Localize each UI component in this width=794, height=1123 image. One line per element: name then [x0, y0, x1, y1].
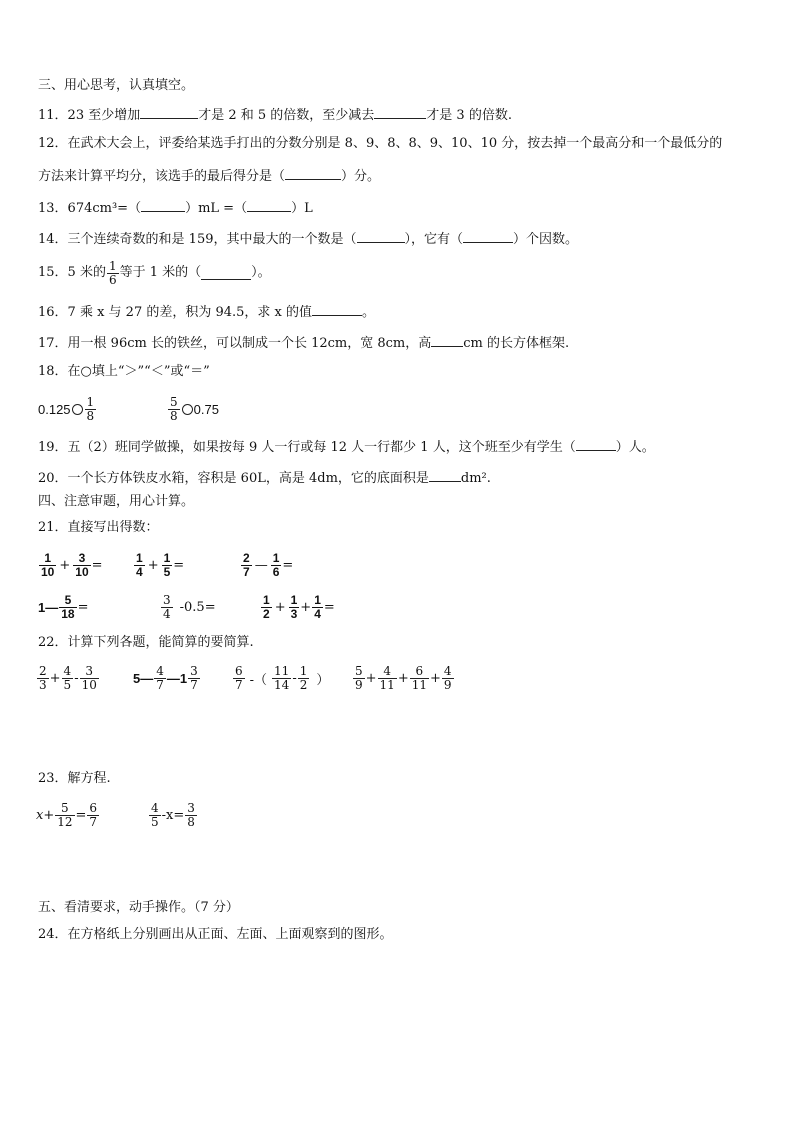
compare-1: 0.125 $\frac{1}{8}$: [38, 394, 95, 423]
question-16: 16．7 乘 x 与 27 的差，积为 94.5，求 x 的值 。: [38, 305, 376, 320]
question-11: 11．23 至少增加 才是 2 和 5 的倍数，至少减去 才是 3 的倍数.: [38, 108, 512, 123]
calc-21-2: $\frac{1}{4}$ + $\frac{1}{5}$ =: [136, 550, 185, 579]
question-14: 14．三个连续奇数的和是 159，其中最大的一个数是（ ），它有（ ）个因数。: [38, 232, 579, 247]
answer-blank: [429, 469, 461, 482]
answer-blank: [140, 106, 198, 119]
question-21-title: 21．直接写出得数：: [38, 520, 159, 535]
question-22-title: 22．计算下列各题，能简算的要简算.: [38, 635, 254, 650]
section-3-title: 三、用心思考，认真填空。: [38, 78, 195, 93]
question-23-title: 23．解方程.: [38, 771, 111, 786]
calc-22-2: 5— $\frac{4}{7}$ —1 $\frac{3}{7}$: [133, 663, 198, 692]
answer-blank: [312, 303, 362, 316]
answer-blank: [247, 199, 291, 212]
calc-22-3: $\frac{6}{7}$ -（ $\frac{11}{14}$ - $\frac{1}{2}$ ）: [235, 663, 330, 692]
question-12-line2: 方法来计算平均分，该选手的最后得分是（ ）分。: [38, 169, 381, 184]
answer-blank: [141, 199, 185, 212]
equation-2: $\frac{4}{5}$ -x= $\frac{3}{8}$: [151, 800, 195, 829]
question-13: 13．674cm³=（ ）mL =（ ）L: [38, 201, 313, 216]
calc-21-6: $\frac{1}{2}$ + $\frac{1}{3}$ + $\frac{1}{4}$ =: [263, 592, 335, 621]
question-15: 15．5 米的 $\frac{1}{6}$ 等于 1 米的（ ）。: [38, 258, 271, 287]
calc-22-1: $\frac{2}{3}$ + $\frac{4}{5}$ - $\frac{3}{10}$: [39, 663, 97, 692]
question-19: 19．五（2）班同学做操，如果按每 9 人一行或每 12 人一行都少 1 人，这个班至少有学生（ ）人。: [38, 440, 655, 455]
question-24: 24．在方格纸上分别画出从正面、左面、上面观察到的图形。: [38, 927, 393, 942]
calc-21-4: 1— $\frac{5}{18}$ =: [38, 592, 89, 621]
answer-blank: [285, 167, 341, 180]
calc-21-3: $\frac{2}{7}$ — $\frac{1}{6}$ =: [243, 550, 294, 579]
question-12-line1: 12．在武术大会上，评委给某选手打出的分数分别是 8、9、8、8、9、10、10 分，按去掉一个最高分和一个最低分的: [38, 136, 723, 151]
calc-22-4: $\frac{5}{9}$ + $\frac{4}{11}$ + $\frac{6}{11}$ + $\frac{4}{9}$: [355, 663, 452, 692]
question-20: 20．一个长方体铁皮水箱，容积是 60L，高是 4dm，它的底面积是 dm².: [38, 471, 491, 486]
fraction: $\frac{5}{8}$: [170, 394, 178, 423]
compare-circle[interactable]: [72, 404, 83, 415]
section-4-title: 四、注意审题，用心计算。: [38, 494, 195, 509]
compare-circle[interactable]: [182, 404, 193, 415]
answer-blank: [201, 267, 251, 280]
answer-blank: [576, 438, 616, 451]
answer-blank: [374, 106, 426, 119]
question-18-title: 18．在○填上“＞”“＜”或“＝”: [38, 364, 210, 379]
answer-blank: [431, 334, 463, 347]
fraction: $\frac{1}{8}$: [86, 394, 95, 423]
fraction: $\frac{1}{6}$: [108, 258, 117, 287]
calc-21-5: $\frac{3}{4}$ -0.5=: [163, 592, 216, 621]
answer-blank: [463, 230, 513, 243]
equation-1: x+ $\frac{5}{12}$ = $\frac{6}{7}$: [36, 800, 98, 829]
calc-21-1: $\frac{1}{10}$ + $\frac{3}{10}$ =: [41, 550, 103, 579]
answer-blank: [357, 230, 405, 243]
section-5-title: 五、看清要求，动手操作。（7 分）: [38, 900, 239, 915]
compare-2: $\frac{5}{8}$ 0.75: [170, 394, 219, 423]
question-17: 17．用一根 96cm 长的铁丝，可以制成一个长 12cm，宽 8cm，高 cm 的长方体框架.: [38, 336, 570, 351]
